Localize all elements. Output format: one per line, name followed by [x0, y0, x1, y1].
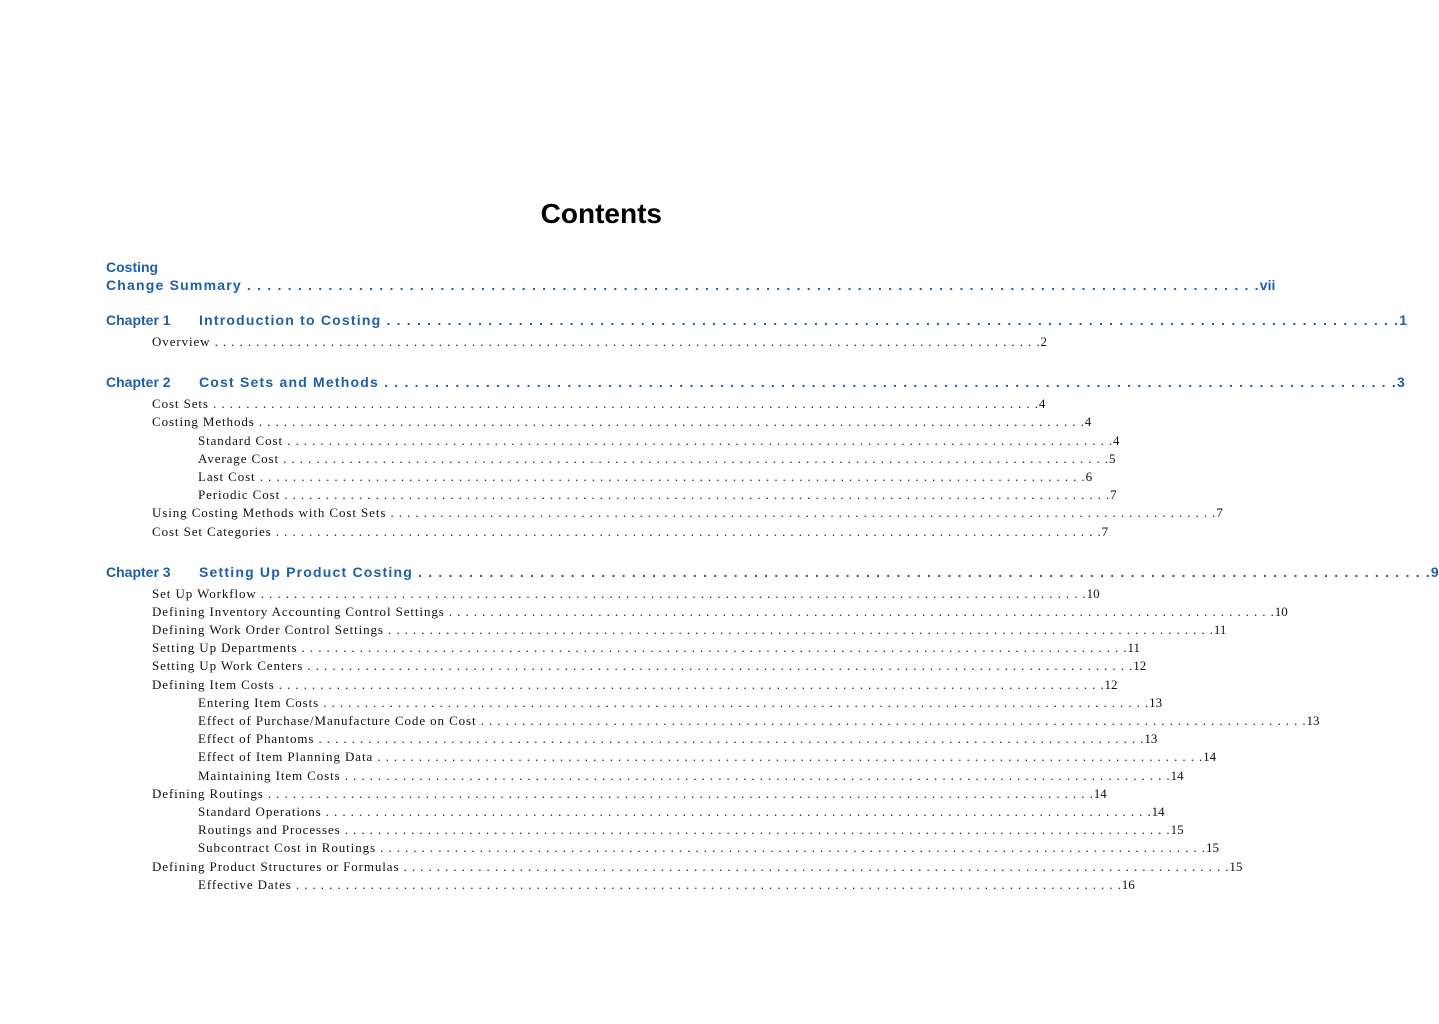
toc-entry-text: Cost Sets: [152, 396, 209, 412]
toc-entry[interactable]: [106, 694, 1163, 712]
toc-entry-text: Setting Up Work Centers: [152, 658, 304, 674]
toc-entry-page: 13: [1149, 694, 1163, 710]
toc-entry-text: Defining Product Structures or Formulas: [152, 858, 400, 874]
page-title: Contents: [540, 198, 662, 229]
chapter-page: 1: [1399, 312, 1408, 328]
table-of-contents: [106, 258, 1439, 894]
toc-entry-text: Periodic Cost: [198, 487, 281, 503]
toc-entry-text: Cost Set Categories: [152, 523, 272, 539]
toc-entry-page: 4: [1113, 432, 1120, 448]
toc-entry-page: 11: [1127, 640, 1140, 656]
chapter-title-text: Cost Sets and Methods: [199, 374, 379, 391]
toc-entry-page: 4: [1084, 414, 1092, 430]
toc-entry-title: Last Cost . . . . . . . . . . . . . . . . . . . . . . . . . . . . . . . . . . . . . . . . . . . . . . . . . . . . . . . . . . . . . . . . . . . . . . . . . . . . . . . . . . . . . . . . . . . . . . . . . . . .: [198, 468, 1086, 484]
toc-entry-text: Effect of Phantoms: [198, 731, 315, 747]
toc-entry[interactable]: [106, 603, 1288, 621]
toc-entry-title: Effective Dates . . . . . . . . . . . . . . . . . . . . . . . . . . . . . . . . . . . . . . . . . . . . . . . . . . . . . . . . . . . . . . . . . . . . . . . . . . . . . . . . . . . . . . . . . . . . . . . . . . . .: [198, 876, 1122, 892]
toc-entry-title: Standard Cost . . . . . . . . . . . . . . . . . . . . . . . . . . . . . . . . . . . . . . . . . . . . . . . . . . . . . . . . . . . . . . . . . . . . . . . . . . . . . . . . . . . . . . . . . . . . . . . . . . . .: [198, 432, 1114, 448]
toc-entry[interactable]: [106, 432, 1120, 450]
chapter-heading-2[interactable]: [106, 373, 1405, 391]
chapter-label: Chapter 2: [106, 374, 171, 391]
toc-entry-page: 13: [1306, 713, 1320, 728]
toc-entry-page: 6: [1085, 468, 1093, 484]
toc-entry[interactable]: [106, 839, 1219, 857]
toc-entry-title: Defining Inventory Accounting Control Settings . . . . . . . . . . . . . . . . . . . . . . . . . . . . . . . . . . . . . . . . . . . . . . . . . . . . . . . . . . . . . . . . . . . . . . . . . . . . . . . . . . . . . . . . . . . . . . . . . . . .: [152, 603, 1275, 619]
costing-label: Costing: [106, 259, 159, 275]
toc-entry-title: Maintaining Item Costs . . . . . . . . . . . . . . . . . . . . . . . . . . . . . . . . . . . . . . . . . . . . . . . . . . . . . . . . . . . . . . . . . . . . . . . . . . . . . . . . . . . . . . . . . . . . . . . . . . . .: [198, 767, 1171, 783]
toc-entry[interactable]: [106, 767, 1184, 785]
toc-entry-page: 14: [1151, 803, 1165, 819]
toc-entry-page: 7: [1216, 505, 1223, 521]
toc-entry-page: 2: [1040, 334, 1047, 349]
chapter-title: Cost Sets and Methods . . . . . . . . . . . . . . . . . . . . . . . . . . . . . . . . . . . . . . . . . . . . . . . . . . . . . . . . . . . . . . . . . . . . . . . . . . . . . . . . . . . . . . . . . . . . . . . . . . . .: [199, 374, 1397, 391]
chapter-heading-3[interactable]: [106, 563, 1439, 581]
toc-entry-title: Entering Item Costs . . . . . . . . . . . . . . . . . . . . . . . . . . . . . . . . . . . . . . . . . . . . . . . . . . . . . . . . . . . . . . . . . . . . . . . . . . . . . . . . . . . . . . . . . . . . . . . . . . . .: [198, 694, 1150, 710]
toc-entry-title: Cost Sets . . . . . . . . . . . . . . . . . . . . . . . . . . . . . . . . . . . . . . . . . . . . . . . . . . . . . . . . . . . . . . . . . . . . . . . . . . . . . . . . . . . . . . . . . . . . . . . . . . . .: [152, 396, 1039, 412]
toc-entry[interactable]: [106, 395, 1046, 413]
toc-entry[interactable]: [106, 486, 1117, 504]
chapter-title: Introduction to Costing . . . . . . . . . . . . . . . . . . . . . . . . . . . . . . . . . . . . . . . . . . . . . . . . . . . . . . . . . . . . . . . . . . . . . . . . . . . . . . . . . . . . . . . . . . . . . . . . . . . .: [199, 312, 1400, 328]
chapter-label: Chapter 1: [106, 312, 171, 328]
chapter-title: Setting Up Product Costing . . . . . . . . . . . . . . . . . . . . . . . . . . . . . . . . . . . . . . . . . . . . . . . . . . . . . . . . . . . . . . . . . . . . . . . . . . . . . . . . . . . . . . . . . . . . . . . . . . . .: [199, 563, 1431, 580]
toc-entry-page: 5: [1108, 450, 1116, 466]
toc-entry[interactable]: [106, 858, 1243, 876]
toc-entry-page: 12: [1133, 658, 1147, 674]
toc-entry-text: Subcontract Cost in Routings: [198, 840, 376, 856]
chapter-label: Chapter 3: [106, 563, 171, 580]
toc-entry-text: Effect of Item Planning Data: [198, 749, 374, 765]
toc-entry-text: Routings and Processes: [198, 822, 341, 838]
toc-entry-page: 7: [1101, 523, 1109, 539]
toc-entry[interactable]: [106, 621, 1227, 639]
toc-entry-text: Defining Inventory Accounting Control Settings: [152, 603, 445, 619]
toc-entry[interactable]: [106, 712, 1320, 730]
toc-entry-page: 4: [1038, 396, 1046, 412]
toc-entry-title: Defining Routings . . . . . . . . . . . . . . . . . . . . . . . . . . . . . . . . . . . . . . . . . . . . . . . . . . . . . . . . . . . . . . . . . . . . . . . . . . . . . . . . . . . . . . . . . . . . . . . . . . . .: [152, 785, 1094, 801]
chapter-page: 3: [1396, 374, 1405, 391]
toc-entry-title: Average Cost . . . . . . . . . . . . . . . . . . . . . . . . . . . . . . . . . . . . . . . . . . . . . . . . . . . . . . . . . . . . . . . . . . . . . . . . . . . . . . . . . . . . . . . . . . . . . . . . . . . .: [198, 450, 1109, 466]
toc-entry-title: Routings and Processes . . . . . . . . . . . . . . . . . . . . . . . . . . . . . . . . . . . . . . . . . . . . . . . . . . . . . . . . . . . . . . . . . . . . . . . . . . . . . . . . . . . . . . . . . . . . . . . . . . . .: [198, 822, 1171, 838]
toc-entry[interactable]: [106, 333, 1047, 351]
toc-entry-page: 11: [1213, 622, 1227, 638]
toc-entry-title: Defining Work Order Control Settings . . . . . . . . . . . . . . . . . . . . . . . . . . . . . . . . . . . . . . . . . . . . . . . . . . . . . . . . . . . . . . . . . . . . . . . . . . . . . . . . . . . . . . . . . . . . . . . . . . . .: [152, 622, 1214, 638]
toc-entry-title: Standard Operations . . . . . . . . . . . . . . . . . . . . . . . . . . . . . . . . . . . . . . . . . . . . . . . . . . . . . . . . . . . . . . . . . . . . . . . . . . . . . . . . . . . . . . . . . . . . . . . . . . . .: [198, 803, 1152, 819]
toc-entry-title: Overview . . . . . . . . . . . . . . . . . . . . . . . . . . . . . . . . . . . . . . . . . . . . . . . . . . . . . . . . . . . . . . . . . . . . . . . . . . . . . . . . . . . . . . . . . . . . . . . . . . . .: [152, 334, 1041, 349]
toc-entry-page: 12: [1104, 676, 1118, 692]
toc-entry-page: 16: [1121, 876, 1135, 892]
toc-entry-page: 13: [1144, 731, 1158, 747]
toc-entry[interactable]: [106, 676, 1118, 694]
toc-entry[interactable]: [106, 730, 1158, 748]
toc-entry-title: Defining Product Structures or Formulas . . . . . . . . . . . . . . . . . . . . . . . . . . . . . . . . . . . . . . . . . . . . . . . . . . . . . . . . . . . . . . . . . . . . . . . . . . . . . . . . . . . . . . . . . . . . . . . . . . . .: [152, 858, 1230, 874]
toc-entry[interactable]: [106, 639, 1140, 657]
toc-entry-title: Subcontract Cost in Routings . . . . . . . . . . . . . . . . . . . . . . . . . . . . . . . . . . . . . . . . . . . . . . . . . . . . . . . . . . . . . . . . . . . . . . . . . . . . . . . . . . . . . . . . . . . . . . . . . . . .: [198, 840, 1206, 856]
toc-entry-text: Overview: [152, 334, 211, 349]
toc-entry-title: Setting Up Work Centers . . . . . . . . . . . . . . . . . . . . . . . . . . . . . . . . . . . . . . . . . . . . . . . . . . . . . . . . . . . . . . . . . . . . . . . . . . . . . . . . . . . . . . . . . . . . . . . . . . . .: [152, 658, 1134, 674]
toc-entry-text: Defining Item Costs: [152, 676, 275, 692]
toc-entry[interactable]: [106, 450, 1116, 468]
change-summary-link[interactable]: [106, 276, 1276, 294]
toc-entry[interactable]: [106, 468, 1093, 486]
toc-entry-text: Standard Operations: [198, 803, 322, 819]
toc-entry-text: Defining Routings: [152, 785, 264, 801]
change-summary-page: vii: [1259, 277, 1276, 293]
toc-entry-title: Set Up Workflow . . . . . . . . . . . . . . . . . . . . . . . . . . . . . . . . . . . . . . . . . . . . . . . . . . . . . . . . . . . . . . . . . . . . . . . . . . . . . . . . . . . . . . . . . . . . . . . . . . . .: [152, 585, 1087, 601]
toc-entry[interactable]: [106, 657, 1147, 675]
toc-entry-title: Using Costing Methods with Cost Sets . . . . . . . . . . . . . . . . . . . . . . . . . . . . . . . . . . . . . . . . . . . . . . . . . . . . . . . . . . . . . . . . . . . . . . . . . . . . . . . . . . . . . . . . . . . . . . . . . . . .: [152, 505, 1217, 521]
toc-entry-page: 7: [1110, 487, 1117, 503]
toc-entry[interactable]: [106, 876, 1135, 894]
toc-entry-text: Effective Dates: [198, 876, 292, 892]
toc-entry-title: Setting Up Departments . . . . . . . . . . . . . . . . . . . . . . . . . . . . . . . . . . . . . . . . . . . . . . . . . . . . . . . . . . . . . . . . . . . . . . . . . . . . . . . . . . . . . . . . . . . . . . . . . . . .: [152, 640, 1128, 656]
toc-entry[interactable]: [106, 523, 1109, 541]
toc-entry-text: Effect of Purchase/Manufacture Code on Cost: [198, 713, 477, 728]
chapter-title-text: Introduction to Costing: [199, 312, 382, 328]
toc-entry-text: Set Up Workflow: [152, 585, 257, 601]
chapter-title-text: Setting Up Product Costing: [199, 563, 413, 580]
toc-entry-text: Average Cost: [198, 450, 279, 466]
chapter-heading-1[interactable]: [106, 311, 1408, 329]
toc-entry-page: 10: [1274, 603, 1288, 619]
toc-entry-text: Maintaining Item Costs: [198, 767, 341, 783]
toc-entry-text: Setting Up Departments: [152, 640, 298, 656]
chapter-page: 9: [1430, 563, 1439, 580]
toc-entry[interactable]: [106, 803, 1165, 821]
toc-entry-page: 14: [1170, 767, 1184, 783]
toc-entry-text: Defining Work Order Control Settings: [152, 622, 384, 638]
toc-entry[interactable]: [106, 413, 1092, 431]
toc-entry-page: 15: [1229, 858, 1243, 874]
toc-entry-title: Defining Item Costs . . . . . . . . . . . . . . . . . . . . . . . . . . . . . . . . . . . . . . . . . . . . . . . . . . . . . . . . . . . . . . . . . . . . . . . . . . . . . . . . . . . . . . . . . . . . . . . . . . . .: [152, 676, 1105, 692]
toc-entry-text: Last Cost: [198, 468, 256, 484]
toc-entry-page: 14: [1093, 785, 1107, 801]
toc-entry-title: Effect of Item Planning Data . . . . . . . . . . . . . . . . . . . . . . . . . . . . . . . . . . . . . . . . . . . . . . . . . . . . . . . . . . . . . . . . . . . . . . . . . . . . . . . . . . . . . . . . . . . . . . . . . . . .: [198, 749, 1204, 765]
toc-entry[interactable]: [106, 821, 1184, 839]
toc-entry-title: Periodic Cost . . . . . . . . . . . . . . . . . . . . . . . . . . . . . . . . . . . . . . . . . . . . . . . . . . . . . . . . . . . . . . . . . . . . . . . . . . . . . . . . . . . . . . . . . . . . . . . . . . . .: [198, 487, 1111, 503]
toc-entry-page: 15: [1205, 840, 1219, 856]
toc-entry-title: Costing Methods . . . . . . . . . . . . . . . . . . . . . . . . . . . . . . . . . . . . . . . . . . . . . . . . . . . . . . . . . . . . . . . . . . . . . . . . . . . . . . . . . . . . . . . . . . . . . . . . . . . .: [152, 414, 1085, 430]
toc-entry-text: Using Costing Methods with Cost Sets: [152, 505, 387, 521]
toc-entry[interactable]: [106, 585, 1100, 603]
toc-entry-page: 10: [1086, 585, 1100, 601]
toc-entry-text: Standard Cost: [198, 432, 284, 448]
toc-entry-page: 14: [1203, 749, 1217, 765]
toc-entry-text: Entering Item Costs: [198, 694, 320, 710]
toc-entry-title: Cost Set Categories . . . . . . . . . . . . . . . . . . . . . . . . . . . . . . . . . . . . . . . . . . . . . . . . . . . . . . . . . . . . . . . . . . . . . . . . . . . . . . . . . . . . . . . . . . . . . . . . . . . .: [152, 523, 1102, 539]
toc-entry-text: Costing Methods: [152, 414, 255, 430]
toc-entry-title: Effect of Purchase/Manufacture Code on Cost . . . . . . . . . . . . . . . . . . . . . . . . . . . . . . . . . . . . . . . . . . . . . . . . . . . . . . . . . . . . . . . . . . . . . . . . . . . . . . . . . . . . . . . . . . . . . . . . . . . .: [198, 713, 1307, 728]
toc-entry[interactable]: [106, 504, 1223, 522]
change-summary-title: Change Summary . . . . . . . . . . . . . . . . . . . . . . . . . . . . . . . . . . . . . . . . . . . . . . . . . . . . . . . . . . . . . . . . . . . . . . . . . . . . . . . . . . . . . . . . . . . . . . . . . . . .: [106, 277, 1260, 293]
toc-entry-page: 15: [1170, 822, 1184, 838]
toc-entry[interactable]: [106, 748, 1217, 766]
toc-entry-title: Effect of Phantoms . . . . . . . . . . . . . . . . . . . . . . . . . . . . . . . . . . . . . . . . . . . . . . . . . . . . . . . . . . . . . . . . . . . . . . . . . . . . . . . . . . . . . . . . . . . . . . . . . . . .: [198, 731, 1145, 747]
change-summary-text: Change Summary: [106, 277, 242, 293]
toc-entry[interactable]: [106, 785, 1107, 803]
